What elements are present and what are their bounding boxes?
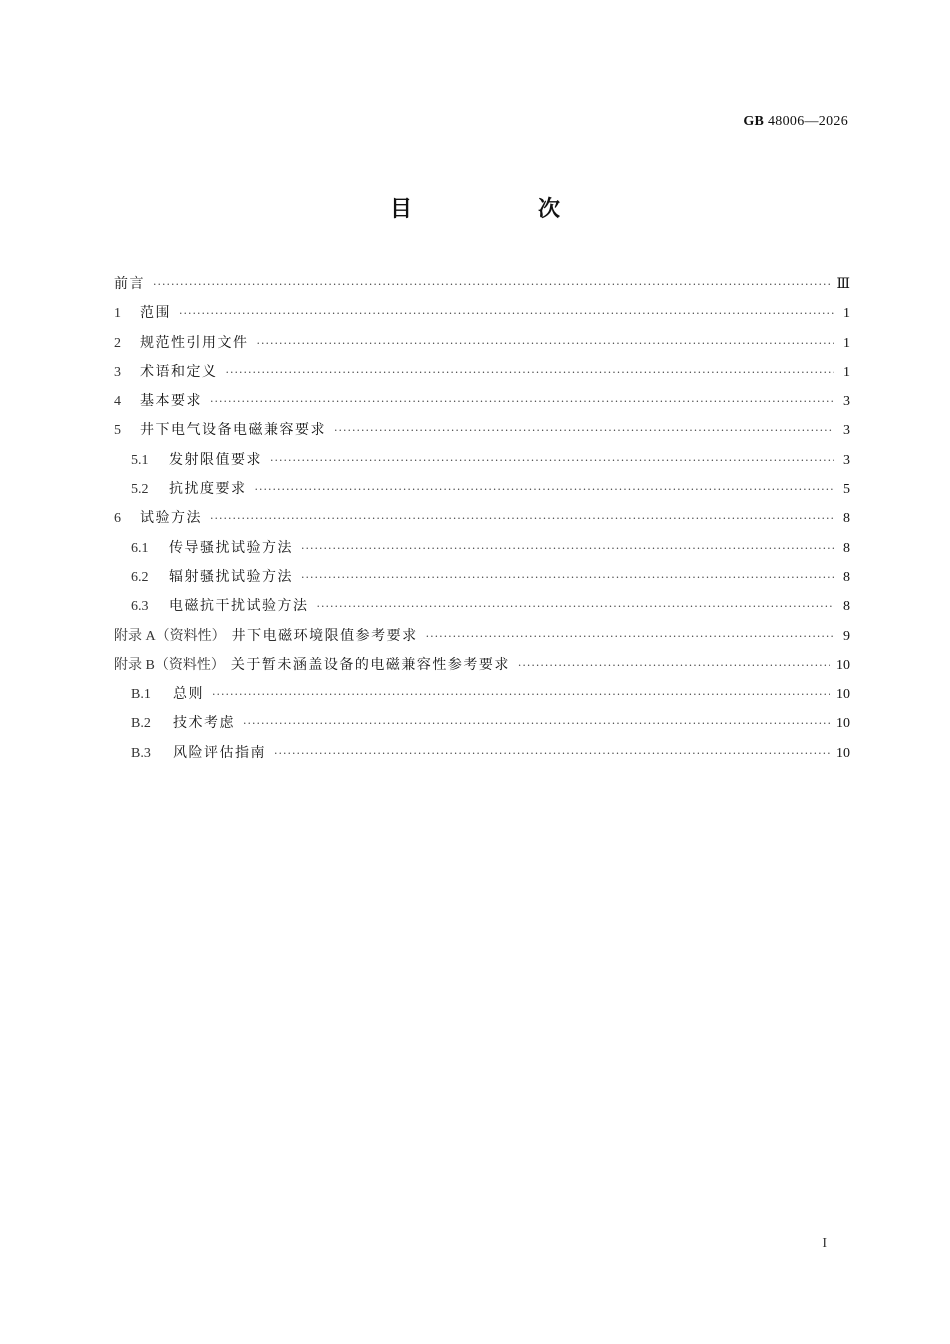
toc-entry-page: 8 bbox=[843, 599, 850, 615]
toc-entry-4[interactable] bbox=[114, 387, 850, 416]
toc-leader-dots bbox=[301, 534, 834, 563]
toc-entry-5[interactable] bbox=[114, 416, 850, 445]
toc-entry-number: 4 bbox=[114, 394, 121, 410]
toc-entry-b-3[interactable] bbox=[114, 739, 850, 768]
toc-entry-number: 6.3 bbox=[131, 599, 149, 615]
toc-entry-label: 抗扰度要求 bbox=[169, 481, 247, 498]
toc-entry-foreword[interactable] bbox=[114, 270, 850, 299]
toc-entry-page: 10 bbox=[836, 687, 850, 703]
toc-entry-3[interactable] bbox=[114, 358, 850, 387]
toc-entry-number: 6.1 bbox=[131, 540, 149, 556]
toc-entry-5-2[interactable] bbox=[114, 475, 850, 504]
toc-entry-6-2[interactable] bbox=[114, 563, 850, 592]
toc-leader-dots bbox=[257, 329, 835, 358]
toc-entry-5-1[interactable] bbox=[114, 446, 850, 475]
toc-entry-page: 10 bbox=[836, 745, 850, 761]
toc-leader-dots bbox=[243, 709, 830, 738]
toc-title: 目 次 bbox=[389, 197, 612, 222]
toc-entry-6-3[interactable] bbox=[114, 592, 850, 621]
toc-leader-dots bbox=[426, 622, 834, 651]
toc-entry-label: 总则 bbox=[173, 686, 204, 703]
toc-entry-label: 规范性引用文件 bbox=[140, 334, 249, 351]
page-number: I bbox=[822, 1236, 827, 1251]
toc-entry-page: 3 bbox=[843, 452, 850, 468]
toc-leader-dots bbox=[518, 651, 830, 680]
toc-entry-page: 10 bbox=[836, 657, 850, 673]
toc-entry-page: Ⅲ bbox=[836, 277, 850, 292]
toc-leader-dots bbox=[301, 563, 834, 592]
toc-entry-2[interactable] bbox=[114, 329, 850, 358]
toc-leader-dots bbox=[210, 504, 834, 533]
toc-entry-page: 1 bbox=[843, 364, 850, 380]
toc-entry-number: 5 bbox=[114, 423, 121, 439]
toc-entry-6-1[interactable] bbox=[114, 534, 850, 563]
standard-code: 48006—2026 bbox=[768, 114, 848, 129]
toc-entry-page: 8 bbox=[843, 511, 850, 527]
toc-entry-label: 井下电磁环境限值参考要求 bbox=[231, 627, 418, 644]
standard-prefix: GB bbox=[743, 114, 765, 129]
toc-entry-number: B.1 bbox=[131, 687, 151, 703]
toc-entry-annex-a[interactable] bbox=[114, 622, 850, 651]
toc-leader-dots bbox=[334, 416, 834, 445]
table-of-contents bbox=[114, 270, 850, 768]
toc-leader-dots bbox=[212, 680, 830, 709]
toc-entry-label: 风险评估指南 bbox=[173, 744, 266, 761]
toc-entry-label: 发射限值要求 bbox=[169, 451, 262, 468]
toc-entry-number: 5.1 bbox=[131, 452, 149, 468]
toc-entry-number: 6 bbox=[114, 511, 121, 527]
toc-entry-number: 6.2 bbox=[131, 569, 149, 585]
toc-entry-page: 3 bbox=[843, 423, 850, 439]
toc-entry-number: 5.2 bbox=[131, 482, 149, 498]
toc-leader-dots bbox=[153, 270, 830, 299]
toc-entry-page: 9 bbox=[843, 628, 850, 644]
toc-entry-page: 8 bbox=[843, 569, 850, 585]
toc-entry-6[interactable] bbox=[114, 504, 850, 533]
toc-entry-label: 前言 bbox=[114, 276, 145, 292]
toc-leader-dots bbox=[274, 739, 830, 768]
toc-entry-label: 范围 bbox=[140, 305, 171, 322]
toc-entry-page: 1 bbox=[843, 306, 850, 322]
toc-leader-dots bbox=[317, 592, 835, 621]
toc-entry-label: 井下电气设备电磁兼容要求 bbox=[140, 422, 326, 439]
toc-leader-dots bbox=[270, 446, 834, 475]
toc-entry-annex-b[interactable] bbox=[114, 651, 850, 680]
toc-entry-page: 3 bbox=[843, 394, 850, 410]
toc-entry-1[interactable] bbox=[114, 299, 850, 328]
toc-entry-number: 1 bbox=[114, 306, 121, 322]
toc-entry-label: 电磁抗干扰试验方法 bbox=[169, 598, 309, 615]
toc-entry-page: 1 bbox=[843, 335, 850, 351]
toc-entry-page: 8 bbox=[843, 540, 850, 556]
toc-entry-b-2[interactable] bbox=[114, 709, 850, 738]
standard-number bbox=[743, 114, 848, 130]
toc-entry-number: 附录 A（资料性） bbox=[114, 628, 226, 644]
toc-entry-label: 术语和定义 bbox=[140, 363, 218, 380]
toc-entry-page: 5 bbox=[843, 482, 850, 498]
toc-entry-number: B.3 bbox=[131, 745, 151, 761]
toc-entry-number: B.2 bbox=[131, 716, 151, 732]
toc-leader-dots bbox=[210, 387, 834, 416]
toc-entry-page: 10 bbox=[836, 716, 850, 732]
toc-entry-label: 试验方法 bbox=[140, 510, 202, 527]
toc-leader-dots bbox=[226, 358, 835, 387]
toc-entry-label: 关于暂未涵盖设备的电磁兼容性参考要求 bbox=[230, 656, 510, 673]
toc-entry-label: 传导骚扰试验方法 bbox=[169, 539, 293, 556]
toc-leader-dots bbox=[179, 299, 834, 328]
toc-entry-number: 附录 B（资料性） bbox=[114, 657, 225, 673]
toc-entry-label: 辐射骚扰试验方法 bbox=[169, 568, 293, 585]
toc-entry-b-1[interactable] bbox=[114, 680, 850, 709]
toc-entry-label: 技术考虑 bbox=[173, 715, 235, 732]
toc-entry-label: 基本要求 bbox=[140, 393, 202, 410]
toc-entry-number: 2 bbox=[114, 335, 121, 351]
toc-entry-number: 3 bbox=[114, 364, 121, 380]
toc-leader-dots bbox=[255, 475, 835, 504]
